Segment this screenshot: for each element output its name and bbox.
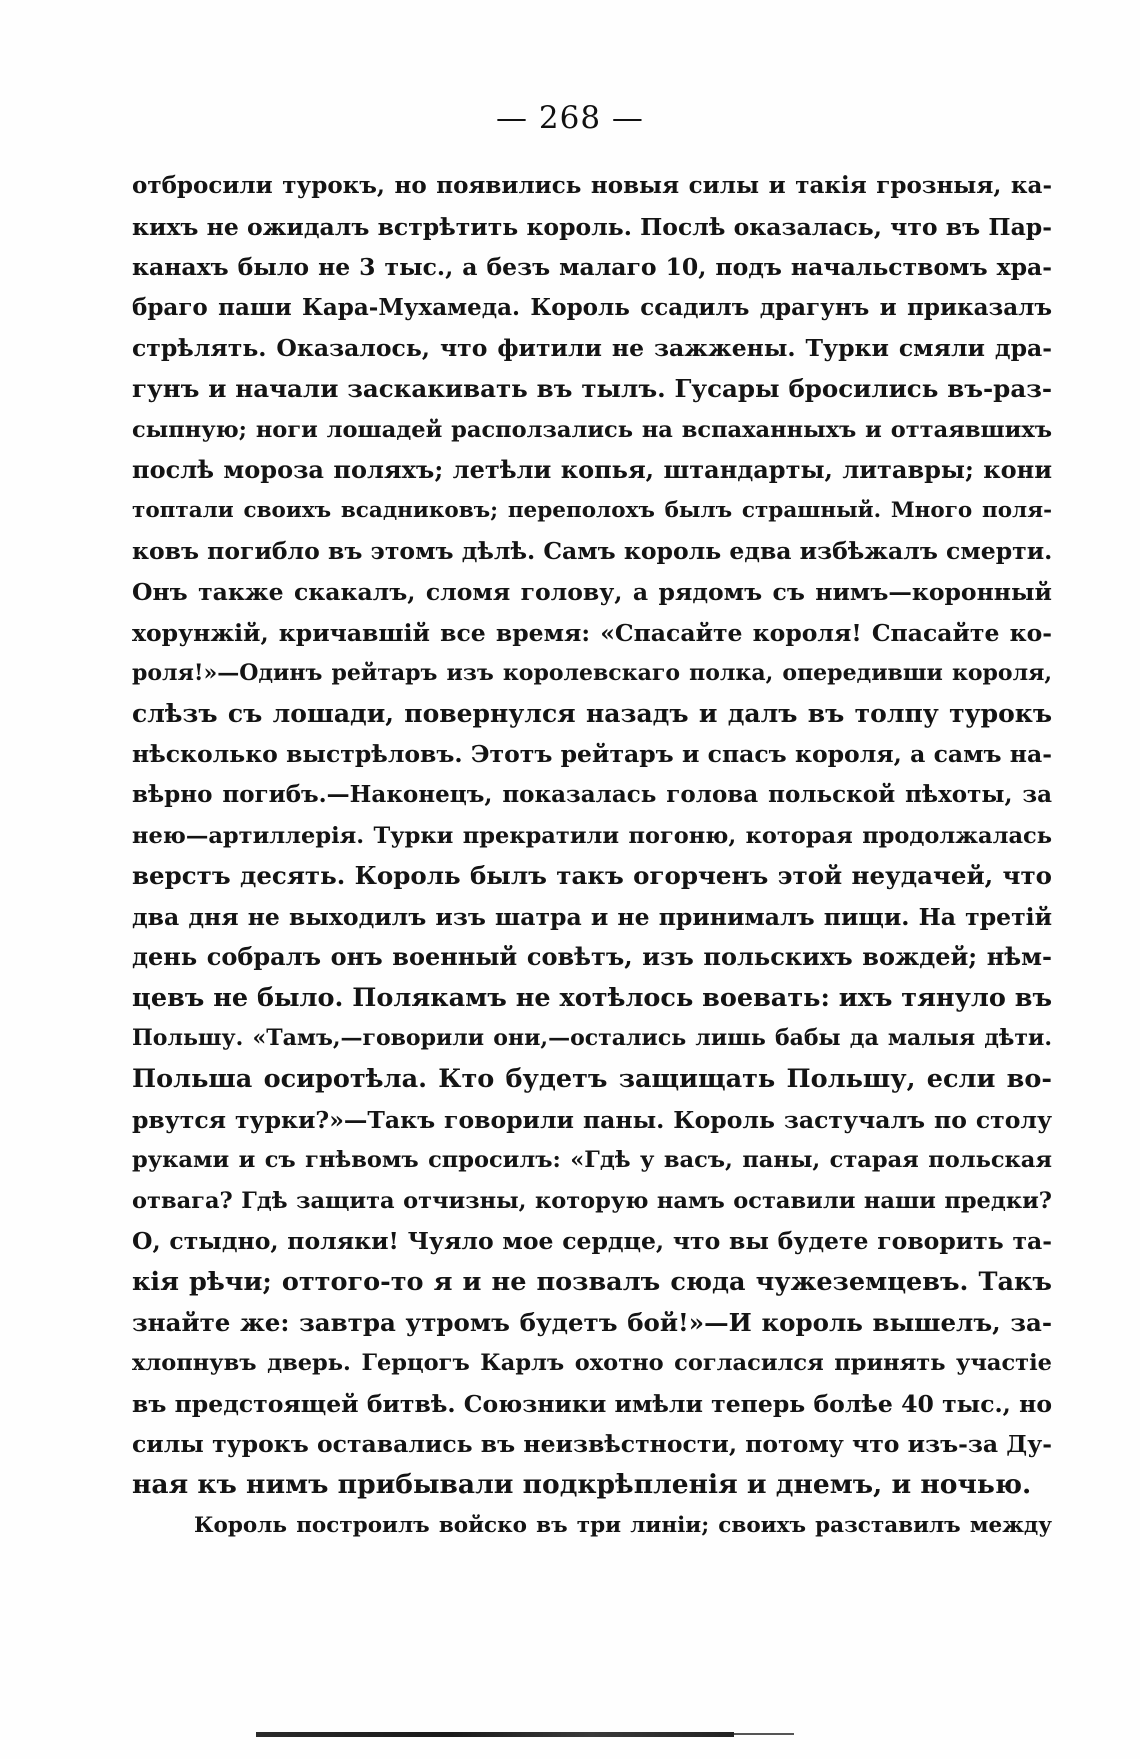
text-line: цевъ не было. Полякамъ не хотѣлось воевать: ихъ тянуло въ — [132, 982, 1053, 1013]
text-line: два дня не выходилъ изъ шатра и не принималъ пищи. На третій — [132, 902, 1052, 931]
text-line: гунъ и начали заскакивать въ тылъ. Гусары бросились въ-раз- — [132, 373, 1052, 403]
text-line: руками и съ гнѣвомъ спросилъ: «Гдѣ у васъ, паны, старая польская — [132, 1147, 1052, 1174]
text-line: слѣзъ съ лошади, повернулся назадъ и далъ въ толпу турокъ — [132, 698, 1052, 728]
text-line: Польшу. «Тамъ,—говорили они,—остались лишь бабы да малыя дѣти. — [132, 1025, 1052, 1052]
body-text — [132, 166, 1052, 1546]
text-line: Польша осиротѣла. Кто будетъ защищать Польшу, если во- — [132, 1064, 1052, 1095]
text-line: нѣсколько выстрѣловъ. Этотъ рейтаръ и спасъ короля, а самъ на- — [132, 740, 1052, 769]
text-line: сыпную; ноги лошадей расползались на вспаханныхъ и оттаявшихъ — [132, 416, 1052, 443]
text-line: рвутся турки?»—Такъ говорили паны. Король застучалъ по столу — [132, 1105, 1052, 1134]
text-line: браго паши Кара-Мухамеда. Король ссадилъ драгунъ и приказалъ — [132, 293, 1052, 321]
text-line: роля!»—Одинъ рейтаръ изъ королевскаго полка, опередивши короля, — [132, 660, 1052, 687]
text-line: послѣ мороза поляхъ; летѣли копья, штандарты, литавры; кони — [132, 455, 1052, 485]
text-line: Онъ также скакалъ, сломя голову, а рядомъ съ нимъ—коронный — [132, 577, 1052, 606]
text-line: О, стыдно, поляки! Чуяло мое сердце, что вы будете говорить та- — [132, 1227, 1052, 1256]
text-line: хлопнувъ дверь. Герцогъ Карлъ охотно согласился принять участіе — [132, 1350, 1052, 1377]
text-line-paragraph-end: ная къ нимъ прибывали подкрѣпленія и днемъ, и ночью. — [132, 1469, 1032, 1500]
text-line: въ предстоящей битвѣ. Союзники имѣли теперь болѣе 40 тыс., но — [132, 1389, 1052, 1418]
text-line: верстъ десять. Король былъ такъ огорченъ этой неудачей, что — [132, 861, 1052, 891]
text-line: хорунжій, кричавшій все время: «Спасайте короля! Спасайте ко- — [132, 618, 1052, 647]
text-line: топтали своихъ всадниковъ; переполохъ былъ страшный. Много поля- — [132, 497, 1052, 523]
text-line: вѣрно погибъ.—Наконецъ, показалась голова польской пѣхоты, за — [132, 780, 1052, 808]
text-line: кихъ не ожидалъ встрѣтить король. Послѣ оказалась, что въ Пар- — [132, 212, 1052, 241]
text-line: канахъ было не 3 тыс., а безъ малаго 10, подъ начальствомъ хра- — [132, 253, 1052, 282]
text-line: отвага? Гдѣ защита отчизны, которую намъ оставили наши предки? — [132, 1187, 1052, 1214]
text-line-paragraph-start: Король построилъ войско въ три линіи; своихъ разставилъ между — [194, 1512, 1052, 1538]
text-line: нею—артиллерія. Турки прекратили погоню, которая продолжалась — [132, 822, 1052, 849]
text-line: ковъ погибло въ этомъ дѣлѣ. Самъ король едва избѣжалъ смерти. — [132, 537, 1053, 566]
bottom-scan-rule-tail — [734, 1733, 794, 1735]
text-line: стрѣлять. Оказалось, что фитили не зажжены. Турки смяли дра- — [132, 334, 1052, 363]
page-number: — 268 — — [496, 100, 644, 136]
text-line: знайте же: завтра утромъ будетъ бой!»—И король вышелъ, за- — [132, 1307, 1052, 1337]
text-line: день собралъ онъ военный совѣтъ, изъ польскихъ вождей; нѣм- — [132, 942, 1052, 972]
text-line: кія рѣчи; оттого-то я и не позвалъ сюда чужеземцевъ. Такъ — [132, 1267, 1052, 1298]
bottom-scan-rule — [256, 1732, 734, 1737]
text-line: отбросили турокъ, но появились новыя силы и такія грозныя, ка- — [132, 172, 1052, 199]
text-line: силы турокъ оставались въ неизвѣстности, потому что изъ-за Ду- — [132, 1430, 1052, 1459]
